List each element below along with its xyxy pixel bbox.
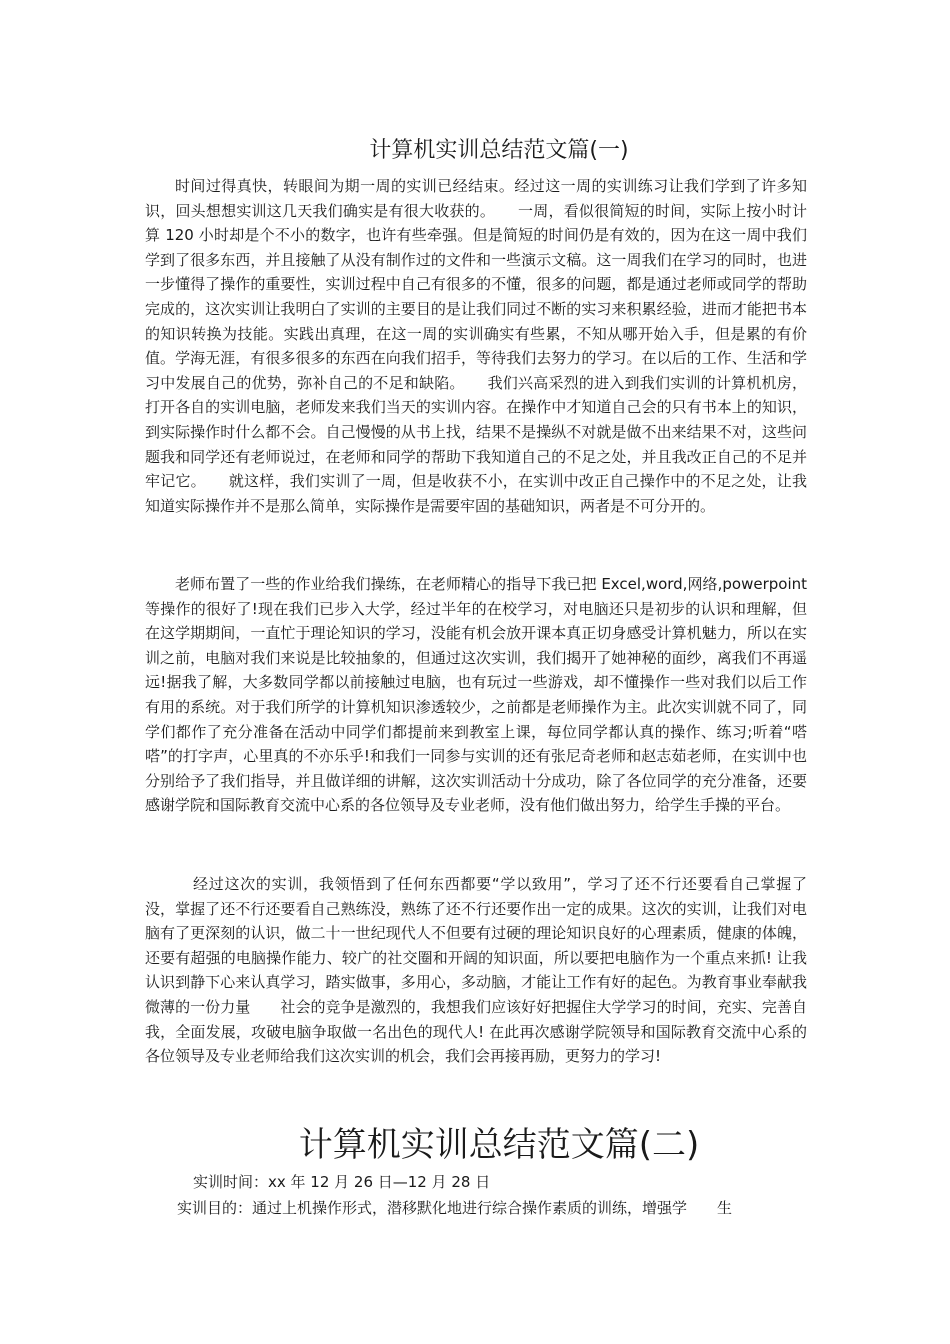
section1-paragraph-2: 老师布置了一些的作业给我们操练，在老师精心的指导下我已把 Excel,word,网络,powerpoint 等操作的很好了!现在我们已步入大学，经过半年的在校学习，对电脑还只是初步的认识和理解，但在这学期期间，一直忙于理论知识的学习，没能有机会放开课本真正切身感受计算机魅力，所以在实训之前，电脑对我们来说是比较抽象的，但通过这次实训，我们揭开了她神秘的面纱，离我们不再遥远!据我了解，大多数同学都以前接触过电脑，也有玩过一些游戏，却不懂操作一些对我们以后工作有用的系统。对于我们所学的计算机知识渗透较少，之前都是老师操作为主。此次实训就不同了，同学们都作了充分准备在活动中同学们都提前来到教室上课，每位同学都认真的操作、练习;听着“嗒嗒”的打字声，心里真的不亦乐乎!和我们一同参与实训的还有张尼奇老师和赵志茹老师，在实训中也分别给予了我们指导，并且做详细的讲解，这次实训活动十分成功，除了各位同学的充分准备，还要感谢学院和国际教育交流中心系的各位领导及专业老师，没有他们做出努力，给学生手操的平台。 — [145, 575, 807, 815]
section1-paragraph-1-block — [145, 174, 807, 518]
training-time-line: 实训时间：xx 年 12 月 26 日—12 月 28 日 — [193, 1173, 491, 1191]
section1-paragraph-1: 时间过得真快，转眼间为期一周的实训已经结束。经过这一周的实训练习让我们学到了许多知识，回头想想实训这几天我们确实是有很大收获的。 一周，看似很简短的时间，实际上按小时计算 120 小时却是个不小的数字，也许有些牵强。但是简短的时间仍是有效的，因为在这一周中我们学到了很多东西，并且接触了从没有制作过的文件和一些演示文稿。这一周我们在学习的同时，也进一步懂得了操作的重要性，实训过程中自己有很多的不懂，很多的问题，都是通过老师或同学的帮助完成的，这次实训让我明白了实训的主要目的是让我们同过不断的实习来积累经验，进而才能把书本的知识转换为技能。实践出真理，在这一周的实训确实有些累，不知从哪开始入手，但是累的有价值。学海无涯，有很多很多的东西在向我们招手，等待我们去努力的学习。在以后的工作、生活和学习中发展自己的优势，弥补自己的不足和缺陷。 我们兴高采烈的进入到我们实训的计算机机房，打开各自的实训电脑，老师发来我们当天的实训内容。在操作中才知道自己会的只有书本上的知识，到实际操作时什么都不会。自己慢慢的从书上找，结果不是操纵不对就是做不出来结果不对，这些问题我和同学还有老师说过，在老师和同学的帮助下我知道自己的不足之处，并且我改正自己的不足并牢记它。 就这样，我们实训了一周，但是收获不小，在实训中改正自己操作中的不足之处，让我知道实际操作并不是那么简单，实际操作是需要牢固的基础知识，两者是不可分开的。 — [145, 177, 807, 515]
section1-paragraph-2-block — [145, 572, 807, 818]
section1-paragraph-3: 经过这次的实训，我领悟到了任何东西都要“学以致用”，学习了还不行还要看自己掌握了没，掌握了还不行还要看自己熟练没，熟练了还不行还要作出一定的成果。这次的实训，让我们对电脑有了更深刻的认识，做二十一世纪现代人不但要有过硬的理论知识良好的心理素质，健康的体魄，还要有超强的电脑操作能力、较广的社交圈和开阔的知识面，所以要把电脑作为一个重点来抓! 让我认识到静下心来认真学习，踏实做事，多用心，多动脑，才能让工作有好的起色。为教育事业奉献我微薄的一份力量 社会的竞争是激烈的，我想我们应该好好把握住大学学习的时间，充实、完善自我，全面发展，攻破电脑争取做一名出色的现代人! 在此再次感谢学院领导和国际教育交流中心系的各位领导及专业老师给我们这次实训的机会，我们会再接再励，更努力的学习! — [145, 875, 807, 1066]
section2-title: 计算机实训总结范文篇(二) — [298, 1125, 700, 1165]
training-goal-line: 实训目的：通过上机操作形式，潜移默化地进行综合操作素质的训练，增强学 生 — [177, 1199, 733, 1217]
section1-title: 计算机实训总结范文篇(一) — [369, 138, 629, 163]
section1-paragraph-3-block — [145, 872, 807, 1069]
